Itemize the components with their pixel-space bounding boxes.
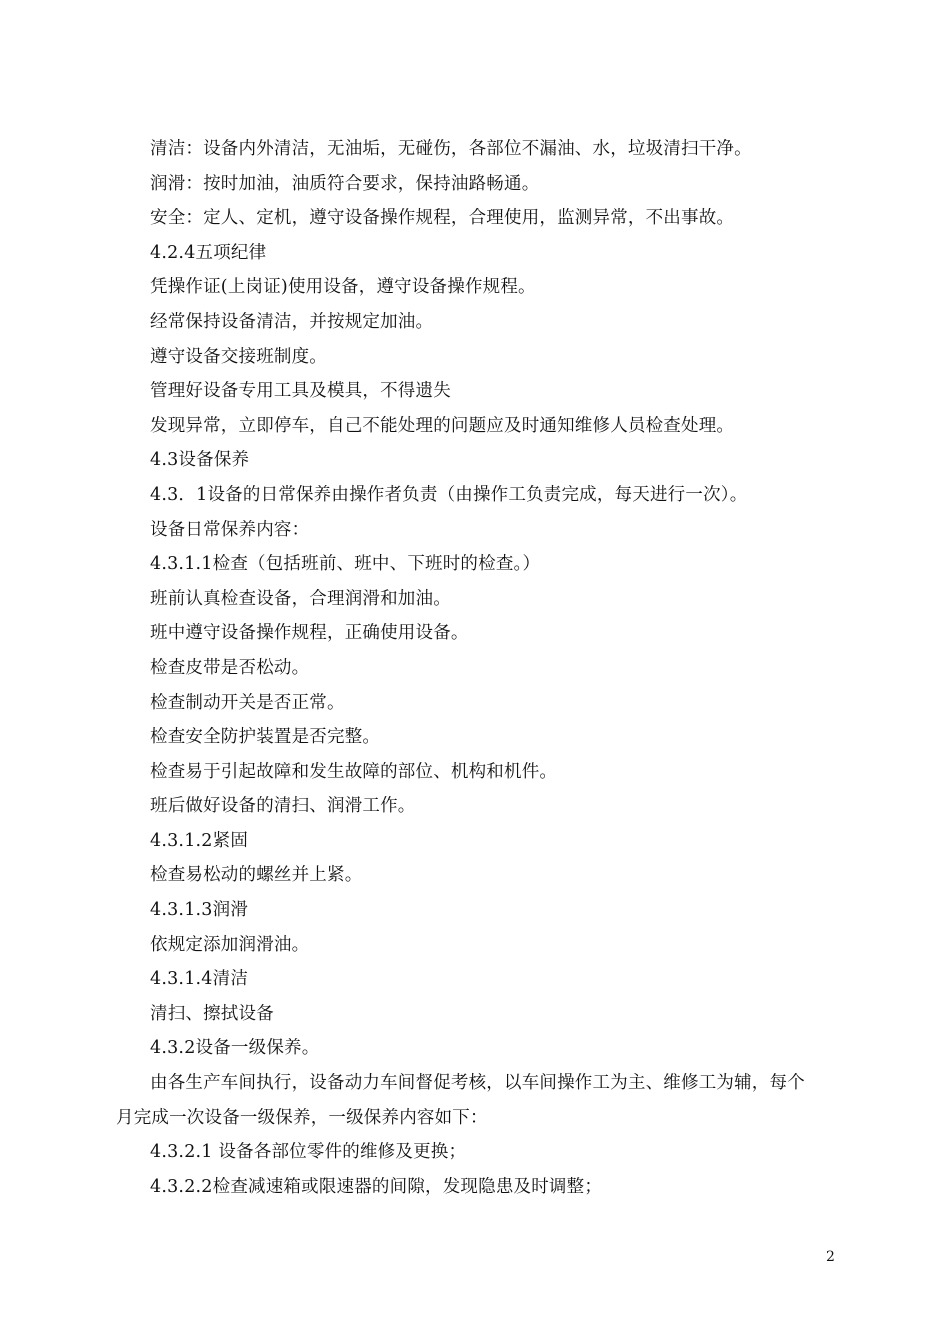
text-line: 润滑：按时加油，油质符合要求，保持油路畅通。 (150, 173, 540, 194)
text-line: 清扫、擦拭设备 (150, 1003, 274, 1024)
section-heading: 4.3.1.1检查（包括班前、班中、下班时的检查。） (150, 554, 541, 575)
text-line: 检查易松动的螺丝并上紧。 (150, 865, 363, 886)
section-heading: 4.2.4五项纪律 (150, 242, 267, 263)
document-body (116, 132, 842, 1204)
text-line: 检查安全防护装置是否完整。 (150, 727, 381, 748)
text-line: 设备日常保养内容： (150, 519, 310, 540)
section-heading: 4.3设备保养 (150, 450, 250, 471)
text-line: 经常保持设备清洁，并按规定加油。 (150, 311, 434, 332)
section-heading: 4.3.2设备一级保养。 (150, 1038, 320, 1059)
text-line: 安全：定人、定机，遵守设备操作规程，合理使用，监测异常，不出事故。 (150, 208, 735, 229)
text-line: 4.3.2.2检查减速箱或限速器的间隙，发现隐患及时调整； (150, 1176, 603, 1197)
section-heading: 4.3.1.2紧固 (150, 830, 249, 851)
section-heading: 4.3.1.3润滑 (150, 900, 249, 921)
text-line: 凭操作证(上岗证)使用设备，遵守设备操作规程。 (150, 277, 536, 298)
text-line: 检查易于引起故障和发生故障的部位、机构和机件。 (150, 761, 558, 782)
text-line: 遵守设备交接班制度。 (150, 346, 327, 367)
paragraph-continuation: 月完成一次设备一级保养，一级保养内容如下： (116, 1107, 488, 1128)
text-line: 班后做好设备的清扫、润滑工作。 (150, 796, 416, 817)
page-number: 2 (826, 1249, 835, 1265)
text-line: 4.3．1设备的日常保养由操作者负责（由操作工负责完成，每天进行一次）。 (150, 484, 748, 505)
text-line: 检查皮带是否松动。 (150, 657, 310, 678)
paragraph-line: 由各生产车间执行，设备动力车间督促考核，以车间操作工为主、维修工为辅，每个 (150, 1073, 805, 1094)
text-line: 依规定添加润滑油。 (150, 934, 310, 955)
text-line: 检查制动开关是否正常。 (150, 692, 345, 713)
text-line: 清洁：设备内外清洁，无油垢，无碰伤，各部位不漏油、水，垃圾清扫干净。 (150, 139, 752, 159)
text-line: 班前认真检查设备，合理润滑和加油。 (150, 588, 451, 609)
text-line: 管理好设备专用工具及模具，不得遗失 (150, 381, 451, 402)
section-heading: 4.3.1.4清洁 (150, 969, 249, 990)
text-line: 发现异常，立即停车，自己不能处理的问题应及时通知维修人员检查处理。 (150, 415, 735, 436)
text-line: 4.3.2.1 设备各部位零件的维修及更换； (150, 1142, 467, 1163)
text-line: 班中遵守设备操作规程，正确使用设备。 (150, 623, 469, 644)
